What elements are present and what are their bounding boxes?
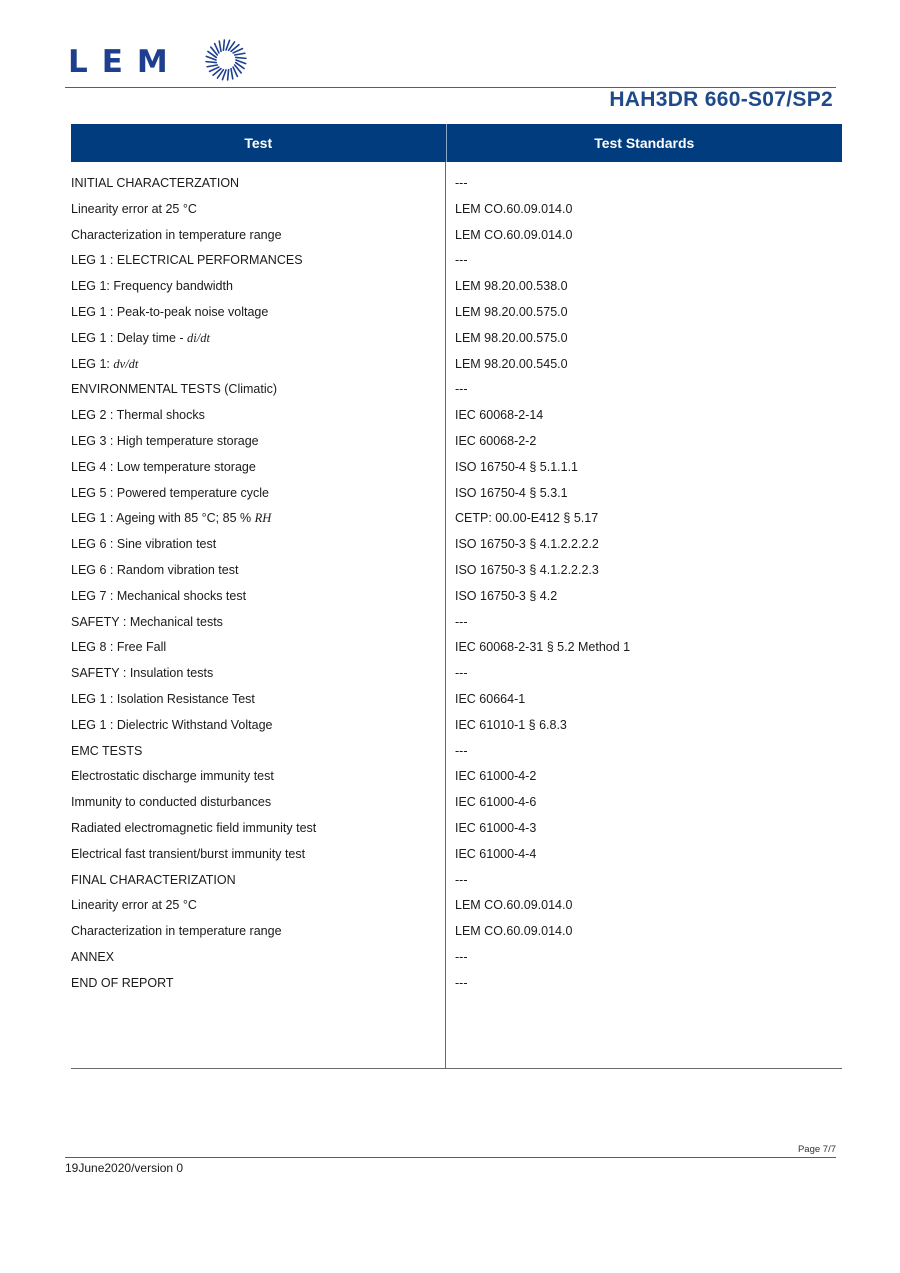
standard-cell: --- (455, 872, 468, 887)
table-row (71, 455, 842, 481)
test-cell: FINAL CHARACTERIZATION (71, 872, 236, 887)
standard-cell: IEC 60068-2-31 § 5.2 Method 1 (455, 640, 631, 655)
test-cell: LEG 1 : Peak-to-peak noise voltage (71, 304, 269, 319)
table-row (71, 971, 842, 997)
standard-cell: ISO 16750-4 § 5.3.1 (455, 485, 568, 500)
test-cell: SAFETY : Insulation tests (71, 666, 214, 681)
table-row (71, 403, 842, 429)
table-row (71, 197, 842, 223)
test-cell: Electrical fast transient/burst immunity test (71, 846, 306, 861)
page-number: Page 7/7 (797, 1144, 836, 1155)
standard-cell: IEC 61000-4-3 (455, 820, 537, 835)
standard-cell: CETP: 00.00-E412 § 5.17 (455, 511, 599, 526)
table-row (71, 868, 842, 894)
footer-divider (65, 1157, 836, 1158)
standard-cell: IEC 61010-1 § 6.8.3 (455, 717, 567, 732)
sunburst-icon (204, 38, 248, 82)
standard-cell: IEC 60068-2-14 (455, 408, 544, 423)
table-row (71, 171, 842, 197)
table-row (71, 790, 842, 816)
test-cell: LEG 5 : Powered temperature cycle (71, 485, 270, 500)
table-row (71, 274, 842, 300)
standard-cell: IEC 61000-4-4 (455, 846, 537, 861)
table-row (71, 558, 842, 584)
table-row (71, 816, 842, 842)
standard-cell: ISO 16750-4 § 5.1.1.1 (455, 459, 579, 474)
standard-cell: IEC 60068-2-2 (455, 433, 537, 448)
standard-cell: LEM CO.60.09.014.0 (455, 201, 573, 216)
test-cell: Electrostatic discharge immunity test (71, 769, 274, 784)
table-row (71, 764, 842, 790)
document-title: HAH3DR 660-S07/SP2 (609, 88, 833, 111)
test-cell: INITIAL CHARACTERZATION (71, 176, 240, 190)
table-row (71, 713, 842, 739)
test-cell: Immunity to conducted disturbances (71, 795, 272, 810)
test-cell: LEG 3 : High temperature storage (71, 433, 259, 448)
standard-cell: --- (455, 975, 468, 990)
table-row (71, 687, 842, 713)
table-row (71, 223, 842, 249)
standard-cell: --- (455, 382, 468, 397)
column-header-test: Test (244, 135, 273, 151)
test-cell: LEG 1: dv/dt (71, 356, 139, 371)
table-row (71, 739, 842, 765)
standard-cell: --- (455, 666, 468, 681)
test-cell: LEG 7 : Mechanical shocks test (71, 588, 247, 603)
table-row (71, 377, 842, 403)
standard-cell: IEC 60664-1 (455, 691, 526, 706)
table-body (71, 171, 842, 997)
test-cell: LEG 1 : Delay time - di/dt (71, 330, 210, 345)
table-row (71, 429, 842, 455)
standard-cell: LEM CO.60.09.014.0 (455, 227, 573, 242)
standard-cell: LEM 98.20.00.575.0 (455, 304, 568, 319)
test-cell: LEG 6 : Sine vibration test (71, 537, 217, 552)
table-row (71, 352, 842, 378)
version-label: 19June2020/version 0 (65, 1161, 184, 1175)
standard-cell: LEM 98.20.00.575.0 (455, 330, 568, 345)
table-row (71, 919, 842, 945)
standard-cell: --- (455, 949, 468, 964)
standard-cell: IEC 61000-4-6 (455, 795, 537, 810)
test-cell: LEG 1 : ELECTRICAL PERFORMANCES (71, 253, 303, 268)
table-row (71, 506, 842, 532)
standard-cell: --- (455, 743, 468, 758)
table-row (71, 893, 842, 919)
test-cell: LEG 1 : Isolation Resistance Test (71, 691, 255, 706)
test-cell: LEG 8 : Free Fall (71, 640, 167, 655)
standard-cell: --- (455, 253, 468, 268)
table-row (71, 661, 842, 687)
standard-cell: --- (455, 176, 468, 190)
table-row (71, 532, 842, 558)
standard-cell: LEM CO.60.09.014.0 (455, 924, 573, 939)
table-row (71, 635, 842, 661)
test-cell: EMC TESTS (71, 743, 143, 758)
standard-cell: ISO 16750-3 § 4.1.2.2.2.2 (455, 537, 599, 552)
standard-cell: LEM 98.20.00.545.0 (455, 356, 568, 371)
table-row (71, 945, 842, 971)
test-cell: LEG 6 : Random vibration test (71, 562, 239, 577)
lem-logo (68, 36, 258, 88)
test-cell: SAFETY : Mechanical tests (71, 614, 223, 629)
standard-cell: LEM CO.60.09.014.0 (455, 898, 573, 913)
test-cell: LEG 4 : Low temperature storage (71, 459, 256, 474)
test-cell: Radiated electromagnetic field immunity test (71, 820, 317, 835)
test-cell: Characterization in temperature range (71, 924, 282, 939)
table-row (71, 300, 842, 326)
logo-text: LEM (68, 44, 182, 80)
table-row (71, 481, 842, 507)
table-row (71, 584, 842, 610)
test-cell: Linearity error at 25 °C (71, 201, 197, 216)
test-cell: Characterization in temperature range (71, 227, 282, 242)
standard-cell: IEC 61000-4-2 (455, 769, 537, 784)
test-cell: Linearity error at 25 °C (71, 898, 197, 913)
test-cell: ENVIRONMENTAL TESTS (Climatic) (71, 382, 278, 397)
table-row (71, 842, 842, 868)
test-cell: LEG 1 : Dielectric Withstand Voltage (71, 717, 273, 732)
table-row (71, 610, 842, 636)
table-row (71, 326, 842, 352)
table-row (71, 248, 842, 274)
standard-cell: LEM 98.20.00.538.0 (455, 279, 568, 294)
table-bottom-border (71, 1068, 842, 1069)
table-header (71, 124, 842, 162)
test-cell: LEG 1: Frequency bandwidth (71, 279, 233, 294)
column-header-standards: Test Standards (594, 135, 695, 151)
test-cell: LEG 2 : Thermal shocks (71, 408, 205, 423)
standard-cell: ISO 16750-3 § 4.2 (455, 588, 558, 603)
standard-cell: --- (455, 614, 468, 629)
test-cell: LEG 1 : Ageing with 85 °C; 85 % RH (71, 511, 272, 526)
standard-cell: ISO 16750-3 § 4.1.2.2.2.3 (455, 562, 599, 577)
test-cell: END OF REPORT (71, 975, 174, 990)
test-cell: ANNEX (71, 949, 115, 964)
